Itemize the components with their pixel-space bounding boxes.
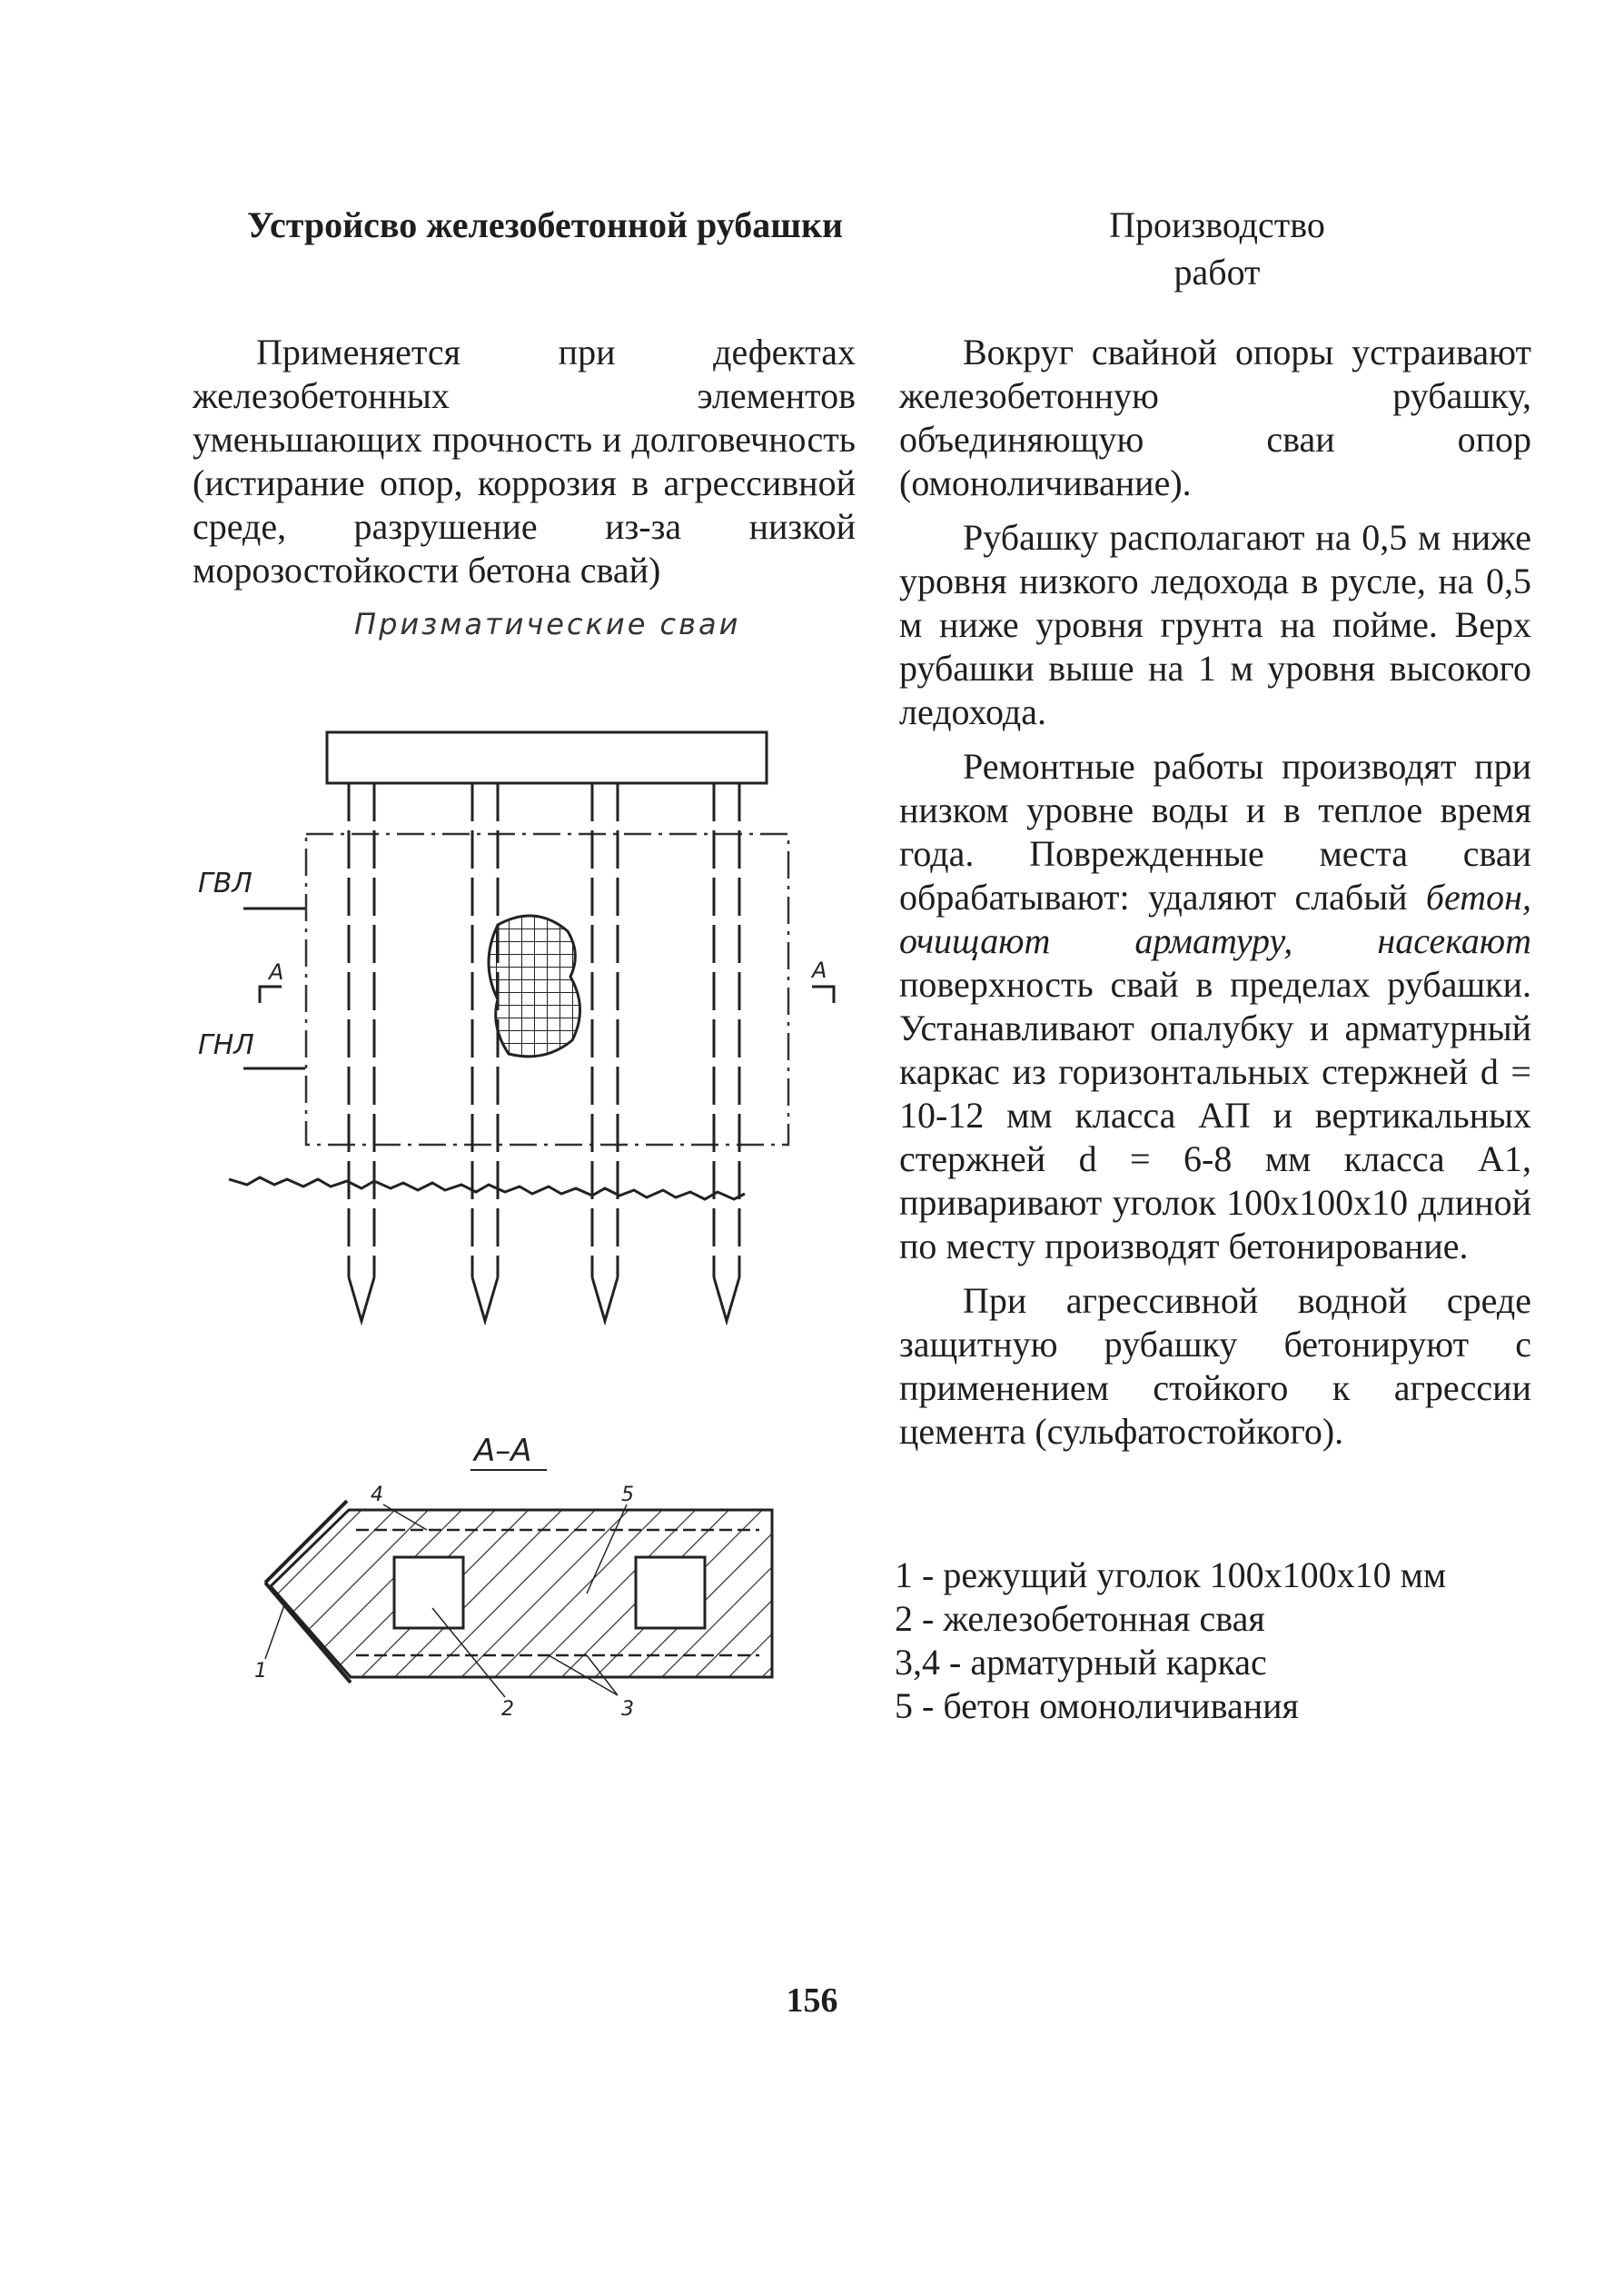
ground-line [229, 1177, 745, 1199]
p3-italic-part: бетон, очищают арматуру, насекают [899, 877, 1531, 961]
p3-part-a: Ремонтные работы производят при низком уровне воды и в теплое время года. Поврежденные места сваи обрабатывают: удаляют слабый [899, 746, 1531, 918]
right-paragraph-2: Рубашку располагают на 0,5 м ниже уровня низкого ледохода в русле, на 0,5 м ниже уровня грунта на пойме. Верх рубашки выше на 1 м уровня высокого ледохода. [899, 517, 1531, 732]
right-title-line2: работ [1173, 252, 1261, 293]
damaged-zone-mesh [489, 916, 580, 1057]
legend-item: 1 - режущий уголок 100х100х10 мм [895, 1554, 1447, 1595]
pile-section-2 [394, 1557, 463, 1628]
legend-item: 3,4 - арматурный каркас [895, 1642, 1267, 1683]
right-paragraph-4: При агрессивной водной среде защитную рубашку бетонируют с применением стойкого к агрессии цемента (сульфатостойкого). [899, 1280, 1531, 1452]
right-title-line1: Производство [1109, 204, 1325, 245]
p3-part-b: поверхность свай в пределах рубашки. Устанавливают опалубку и арматурный каркас из горизонтальных стержней d = 10-12 мм класса АП и вертикальных стержней d = 6-8 мм класса А1, приваривают уголок 100х100х10 длиной по месту производят бетонирование. [899, 964, 1531, 1266]
right-paragraph-1: Вокруг свайной опоры устраивают железобетонную рубашку, объединяющую сваи опор (омоноличивание). [899, 332, 1531, 503]
section-title: А–А [474, 1433, 532, 1469]
pile-2 [472, 783, 498, 1321]
section-mark-left: А [269, 959, 284, 985]
pile-cap [327, 732, 767, 783]
section-mark-right: А [812, 958, 827, 983]
callout-5: 5 [621, 1484, 634, 1506]
figure-caption: Призматические сваи [354, 607, 741, 641]
callout-1: 1 [254, 1660, 267, 1683]
callout-3: 3 [621, 1698, 634, 1721]
legend-item: 5 - бетон омоноличивания [895, 1685, 1299, 1726]
section-arrow-left [260, 987, 282, 1003]
pile-4 [714, 783, 739, 1321]
section-arrow-right [812, 987, 834, 1003]
legend-item: 2 - железобетонная свая [895, 1598, 1265, 1639]
legend [895, 1554, 1530, 1728]
left-paragraph: Применяется при дефектах железобетонных элементов уменьшающих прочность и долговечность (истирание опор, коррозия в агрессивной среде, разрушение из-за низкой морозостойкости бетона свай) [193, 332, 856, 591]
callout-2: 2 [501, 1698, 514, 1721]
pile-1 [349, 783, 374, 1321]
pile-section-5 [636, 1557, 705, 1628]
callout-1-leader [265, 1603, 285, 1659]
left-column-title: Устройсво железобетонной рубашки [246, 204, 844, 245]
label-gnl: ГНЛ [198, 1029, 254, 1061]
callout-4: 4 [371, 1484, 383, 1506]
page-number: 156 [786, 1981, 838, 2020]
label-gvl: ГВЛ [198, 868, 253, 899]
pile-3 [592, 783, 618, 1321]
